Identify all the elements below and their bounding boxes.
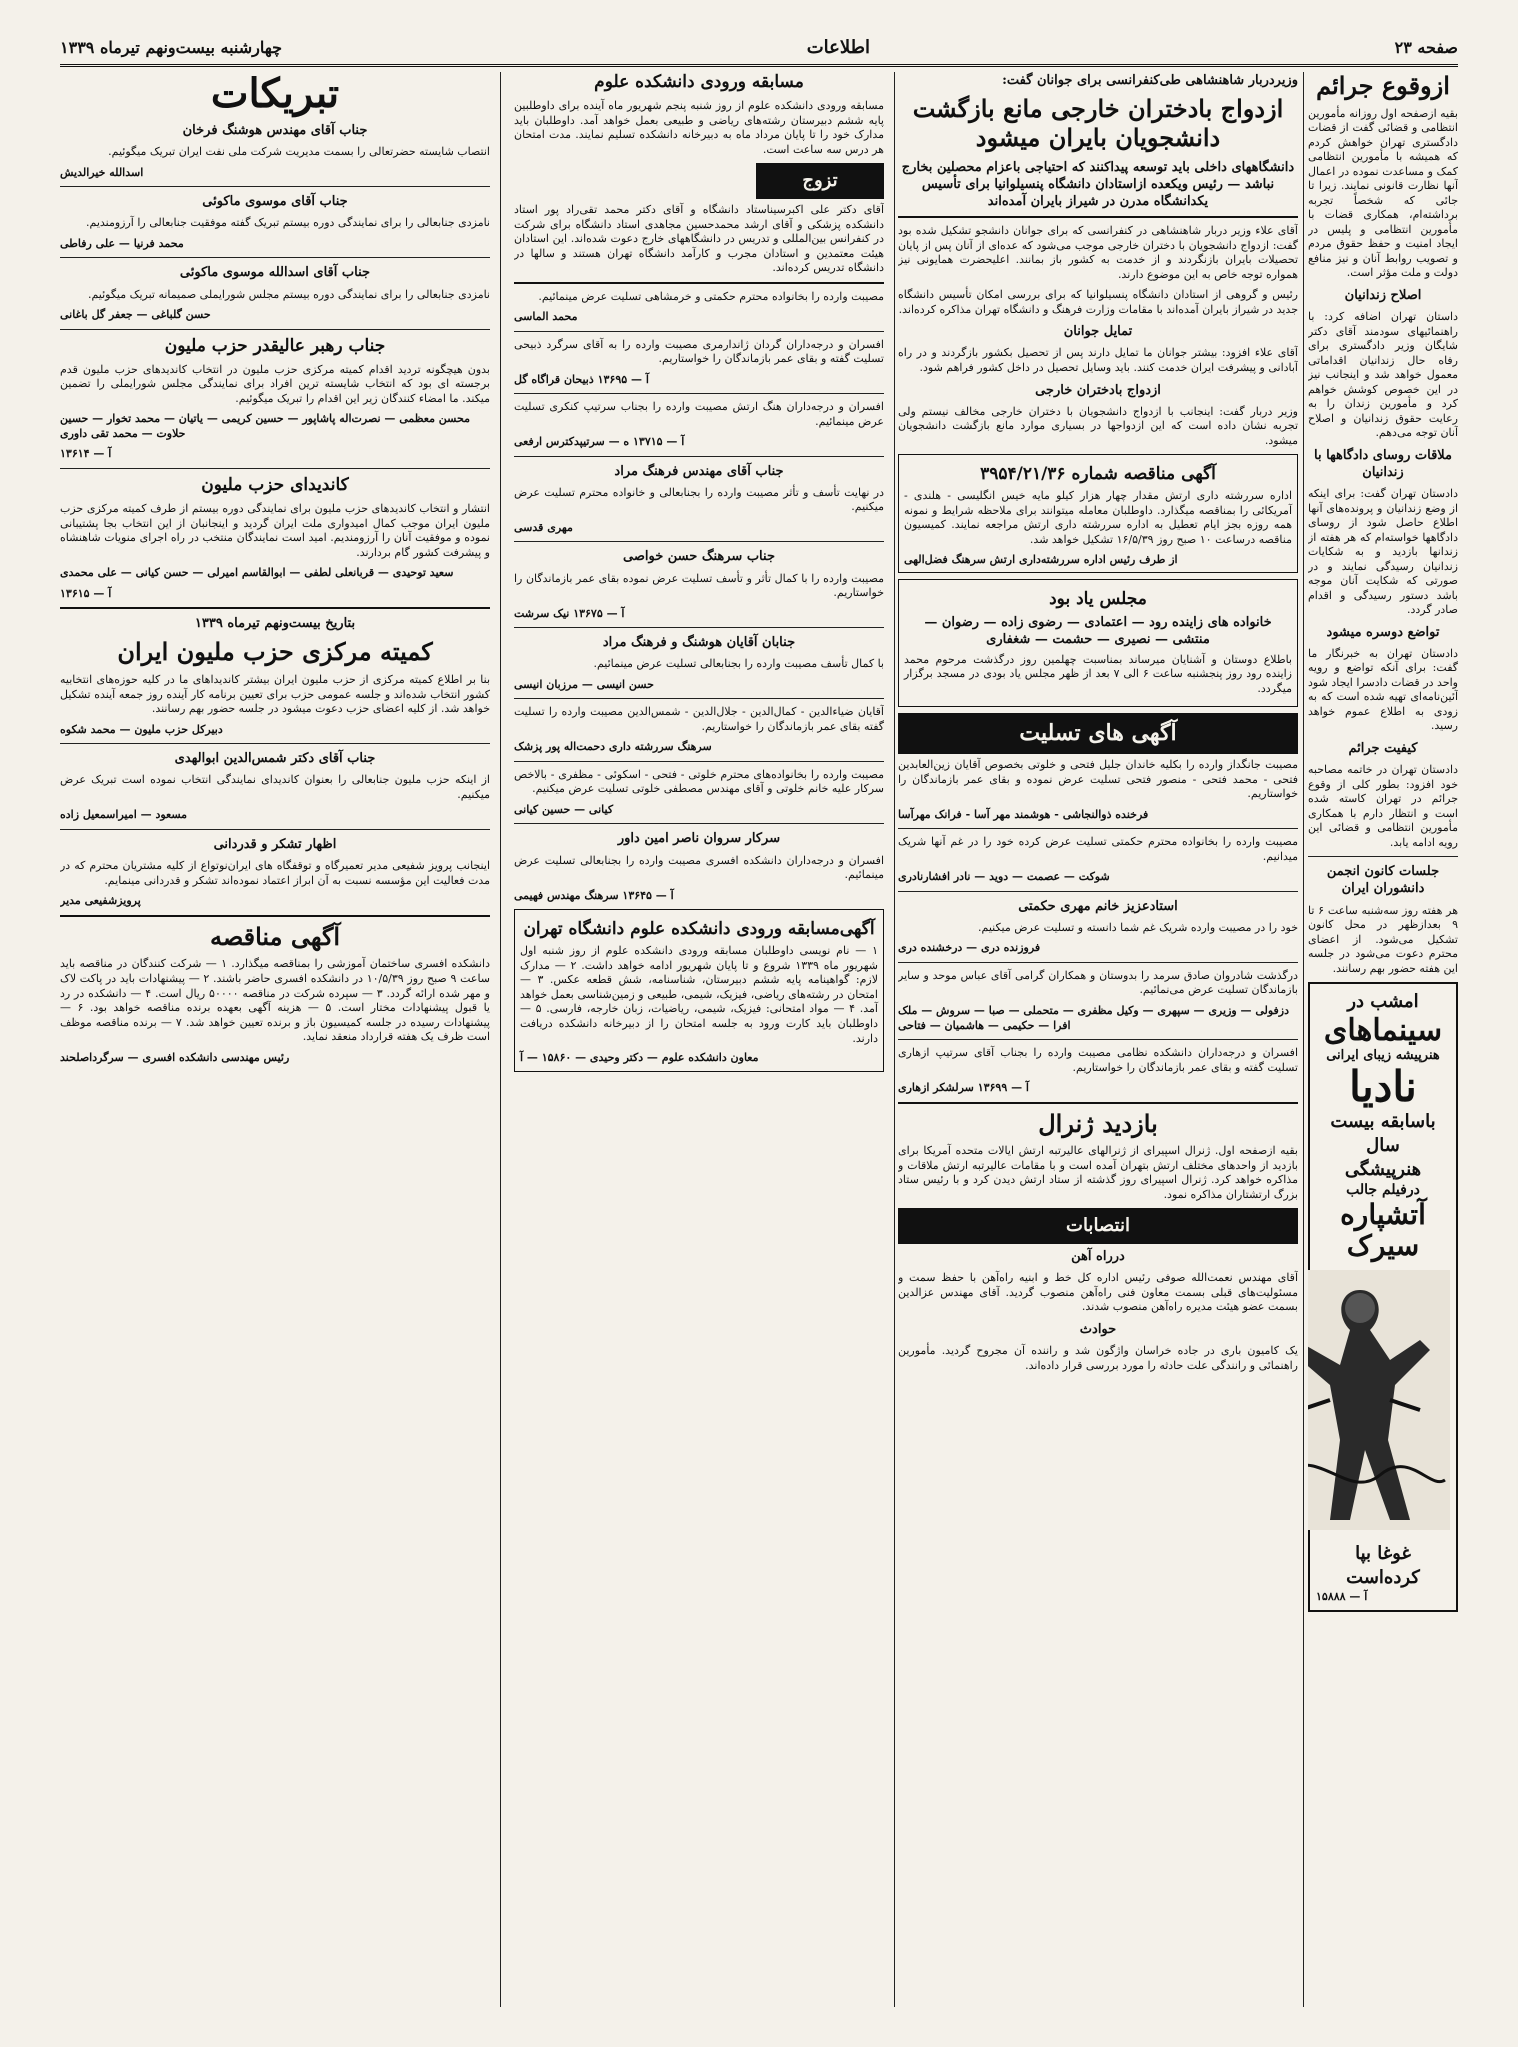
main-headline: ازدواج بادختران خارجی مانع بازگشت دانشجویان بایران میشود	[912, 94, 1284, 152]
condolence-a-signature: محمد الماسی	[514, 310, 578, 324]
candidates-signature: سعید توحیدی — قربانعلی لطفی — ابوالقاسم امیرلی — حسن کیانی — علی محمدی	[60, 566, 454, 580]
ad-code: آ — ۱۵۸۸۸	[1316, 1589, 1368, 1603]
thanks-signature: پرویزشفیعی مدیر	[60, 894, 141, 908]
doctor-congrats-title: جناب آقای دکتر شمس‌الدین ابوالهدی	[174, 751, 376, 767]
congrats-3-signature: حسن گلباغی — جعفر گل باغانی	[60, 308, 211, 322]
congrats-1-body: انتصاب شایسته حضرتعالی را بسمت مدیریت شرکت ملی نفت ایران تبریک میگوئیم.	[108, 145, 490, 159]
thanks-body: اینجانب پرویز شفیعی مدیر تعمیرگاه و توقفگاه های ایران‌نوتواع از کلیه مشتریان محترم که در مدت فعالیت این مؤسسه نسبت به آن ابراز اعتماد نموده‌اند تشکر و قدردانی مینمایم.	[60, 859, 490, 887]
tender-academy-signature: رئیس مهندسی دانشکده افسری — سرگرد‌اصلحند	[60, 1050, 290, 1064]
party-committee-title: کمیته مرکزی حزب ملیون ایران	[117, 637, 433, 667]
condolence-f-body: با کمال تأسف مصیبت وارده را بجنابعالی تسلیت عرض مینمائیم.	[593, 657, 884, 671]
ad-cinemas: سینماهای	[1323, 1012, 1443, 1048]
tender-army-signature: از طرف رئیس اداره سررشته‌داری ارتش سرهنگ فضل‌الهی	[904, 552, 1178, 566]
congrats-2-signature: محمد فرنیا — علی رفاطی	[60, 236, 184, 250]
condolence-2-body: مصیبت وارده را بخانواده محترم حکمتی تسلیت عرض کرده خود را در غم آنها شریک میدانیم.	[898, 835, 1298, 863]
condolence-e-title: جناب سرهنگ حسن خواصی	[623, 549, 775, 565]
crimes-sub-1: اصلاح زندانیان	[1344, 287, 1422, 303]
university-exam-title: آگهی‌مسابقه ورودی دانشکده علوم دانشگاه تهران	[523, 919, 875, 940]
crimes-body-5: دادستان تهران در خاتمه مصاحبه خود افزود: بطور کلی از وقوع جرائم در تهران کاسته شده است و انتظار دارم با همکاری مأمورین انتظامی و قضائی این رویه ادامه یابد.	[1308, 763, 1458, 849]
main-sub-1: تمایل جوانان	[1063, 324, 1133, 340]
divider	[514, 331, 884, 332]
main-body-3: آقای علاء افزود: بیشتر جوانان ما تمایل دارند پس از تحصیل بکشور بازگردند و در راه آبادانی و پیشرفت ایران خدمت کنند. باید وسایل تحصیل در داخل کشور فراهم شود.	[898, 346, 1298, 374]
column-1	[1308, 72, 1458, 2007]
condolence-f-title: جنابان آقایان هوشنگ و فرهنگ مراد	[602, 635, 796, 651]
condolence-3-body: خود را در مصیبت وارده شریک غم شما دانسته و تسلیت عرض میکنیم.	[978, 920, 1298, 934]
divider	[898, 216, 1298, 218]
appointments-banner: انتصابات	[898, 1208, 1298, 1244]
condolence-2-signature: شوکت — عصمت — دوید — نادر افشارنادری	[898, 870, 1110, 884]
ad-top: امشب در	[1347, 991, 1419, 1013]
condolence-h-body: مصیبت وارده را بخانواده‌های محترم خلوتی - فتحی - اسکوئی - مظفری - بالاخص سرکار علیه خانم خلوتی و آقای مهندس مصطفی خلوتی تسلیت عرض میکنیم.	[514, 767, 884, 796]
condolence-5-body: افسران و درجه‌داران دانشکده نظامی مصیبت وارده را بجناب آقای سرتیپ ازهاری تسلیت گفته و بقای عمر بازماندگان را خواستاریم.	[898, 1046, 1298, 1074]
science-exam-body: مسابقه ورودی دانشکده علوم از روز شنبه پنجم شهریور ماه آینده برای داوطلبین پایه ششم دبیرستان رشته‌های ریاضی و طبیعی بعمل خواهد آمد. داوطلبان باید مدارک خود را تا پایان مرداد ماه به دبیرخانه دانشکده تسلیم نمایند. مدت امتحان هر درس سه ساعت است.	[514, 99, 884, 156]
crimes-sub-3: تواضع دوسره میشود	[1326, 624, 1440, 640]
marriage-banner: تزوج	[756, 163, 884, 199]
condolence-1-signature: فرخنده ذوالنجاشی - هوشمند مهر آسا - فرانک مهرآسا	[898, 807, 1149, 821]
issue-date: چهارشنبه بیست‌ونهم تیرماه ۱۳۳۹	[60, 37, 282, 57]
condolence-i-body: افسران و درجه‌داران دانشکده افسری مصیبت وارده را بجنابعالی تسلیت عرض مینمائیم.	[514, 853, 884, 882]
ad-line-3: درفیلم جالب	[1346, 1182, 1420, 1199]
incidents-sub: حوادث	[1079, 1321, 1117, 1337]
crimes-body-3: دادستان تهران گفت: برای اینکه از وضع زندانیان و پرونده‌های آنها اطلاع حاصل شود از روسای دادگاهها خواسته‌ام که هر هفته از زندانها بازدید و به شکایات زندانیان رسیدگی نمایند و در صورتی که شکایت آنان موجه باشد دستور رسیدگی و اقدام صادر گردد.	[1308, 487, 1458, 617]
condolence-g-signature: سرهنگ سررشته داری دحمت‌اله پور پزشک	[514, 740, 712, 754]
condolence-d-title: جناب آقای مهندس فرهنگ مراد	[614, 463, 784, 479]
divider	[898, 962, 1298, 963]
science-exam-title: مسابقه ورودی دانشکده علوم	[594, 72, 804, 92]
railway-body: آقای مهندس نعمت‌الله صوفی رئیس اداره کل خط و ابنیه راه‌آهن با حفظ سمت و مسئولیت‌های قبلی بسمت معاون فنی راه‌آهن منصوب گردید. آقای مهندس عزالدین بسمت عضو هیئت مدیره راه‌آهن منصوب شدند.	[898, 1271, 1298, 1314]
university-exam-body: ۱ — نام نویسی داوطلبان مسابقه ورودی دانشکده علوم از روز شنبه اول شهریور ماه ۱۳۳۹ شروع و تا پایان شهریور ادامه خواهد داشت. ۲ — مدارک لازم: گواهینامه پایه ششم دبیرستان، شناسنامه، شش قطعه عکس. ۳ — امتحان در رشته‌های ریاضی، فیزیک، شیمی، طبیعی و زمین‌شناسی بعمل خواهد آمد. ۴ — مواد امتحانی: فیزیک، شیمی، ریاضیات، زبان خارجه، فارسی. ۵ — داوطلبان باید کارت ورود به جلسه امتحان را از دبیرخانه دانشکده دریافت دارند.	[520, 944, 879, 1045]
divider	[898, 828, 1298, 829]
congrats-4-title: جناب رهبر عالیقدر حزب ملیون	[164, 335, 386, 356]
condolence-d-signature: مهری قدسی	[514, 520, 573, 534]
general-visit-title: بازدید ژنرال	[1038, 1108, 1158, 1138]
condolence-b-body: افسران و درجه‌داران گردان ژاندارمری مصیبت وارده را به آقای سرگرد ذبیحی تسلیت گفته و بقای عمر بازماندگان را خواستاریم.	[514, 337, 884, 366]
congrats-4-signature: محسن معظمی — نصرت‌اله پاشاپور — حسین کریمی — یاتیان — محمد تخوار — حسین حلاوت — محمد تقی داوری	[60, 412, 470, 440]
ad-desc: هنرپیشه زیبای ایرانی	[1326, 1047, 1440, 1063]
condolence-4-signature: دزفولی — وزیری — سپهری — وکیل مظفری — متحملی — صبا — سروش — ملک افرا — حکیمی — هاشمیان — فتاحی	[898, 1004, 1290, 1032]
kicker: وزیردربار شاهنشاهی طی‌کنفرانسی برای جوانان گفت:	[1002, 73, 1298, 88]
congrats-3-body: نامزدی جنابعالی را برای نمایندگی دوره بیستم مجلس شورایملی صمیمانه تبریک میگوئیم.	[87, 287, 490, 301]
condolence-5-signature: آ — ۱۳۶۹۹ سرلشکر ازهاری	[898, 1081, 1029, 1095]
congrats-1-title: جناب آقای مهندس هوشنگ فرخان	[182, 123, 368, 138]
congratulations-heading: تبریکات	[210, 72, 340, 117]
congrats-2-body: نامزدی جنابعالی را برای نمایندگی دوره بیستم تبریک گفته موفقیت جنابعالی را آرزومندیم.	[86, 216, 490, 230]
memorial-families: خانواده های زاینده رود — اعتمادی — رضوی زاده — رضوان — منتشی — نصیری — حشمت — شغفاری	[924, 615, 1272, 648]
main-body-2: رئیس و گروهی از استادان دانشگاه پنسیلوانیا که برای بررسی امکان تأسیس دانشگاه جدید در شیراز بایران آمده‌اند با مقامات وزارت فرهنگ و دانشگاه تهران مذاکره کرده‌اند.	[898, 288, 1298, 316]
column-rule	[1303, 72, 1304, 2007]
candidates-title: کاندیدای حزب ملیون	[201, 474, 349, 495]
paper-name: اطلاعات	[806, 36, 870, 58]
condolence-i-title: سرکار سروان ناصر امین داور	[617, 831, 781, 847]
tender-academy-title: آگهی مناقصه	[209, 921, 341, 951]
condolence-e-signature: آ — ۱۳۶۷۵ نیک سرشت	[514, 606, 625, 620]
condolence-c-body: افسران و درجه‌داران هنگ ارتش مصیبت وارده را بجناب سرتیپ کنکری تسلیت عرض مینمائیم.	[514, 400, 884, 428]
divider	[514, 541, 884, 542]
condolence-3-title: استادعزیز خانم مهری حکمتی	[1018, 898, 1178, 914]
association-notice-title: جلسات کانون انجمن دانشوران ایران	[1326, 864, 1440, 897]
divider	[514, 823, 884, 824]
column-2	[898, 72, 1298, 2007]
party-committee-signature: دبیرکل حزب ملیون — محمد شکوه	[60, 722, 223, 736]
crimes-body-1: بقیه ازصفحه اول روزانه مأمورین انتظامی و قضائی گفت از قضات دادگستری تهران خواهش کردم که همیشه با مأمورین انتظامی کمک و مساعدت نموده در اعمال آنها نظارت قانونی نمایند. زیرا تا جائی که شخصاً تجربه برداشته‌ام، همکاری قضات با مأمورین انتظامی و پلیس در ایجاد امنیت و حفظ حقوق مردم و تصویب روابط آنان و نیز منافع دولت و ملت مؤثر است.	[1308, 106, 1458, 280]
ad-star: نادیا	[1349, 1062, 1417, 1112]
main-sub-2: ازدواج بادختران خارجی	[1035, 382, 1161, 398]
divider	[898, 891, 1298, 892]
column-4	[60, 72, 490, 2007]
condolence-f-signature: حسن انیسی — مرزبان انیسی	[514, 677, 654, 691]
condolence-d-body: در نهایت تأسف و تأثر مصیبت وارده را بجنابعالی و خانواده محترم تسلیت عرض میکنیم.	[514, 485, 884, 514]
incidents-body: یک کامیون باری در جاده خراسان واژگون شد و راننده آن مجروح گردید. مأمورین راهنمائی و رانندگی علت حادثه را مورد بررسی قرار داده‌اند.	[898, 1344, 1298, 1372]
candidates-code: آ — ۱۳۶۱۵	[60, 586, 112, 600]
column-rule	[894, 72, 895, 2007]
university-exam-notice	[514, 909, 884, 1071]
candidates-body: انتشار و انتخاب کاندیدهای حزب ملیون برای نمایندگی دوره بیستم از طرف کمیته مرکزی حزب ملیون ایران موجب کمال امیدواری ملت ایران گردید و اینجانبان از این انتخاب بجا پشتیبانی نموده و موفقیت آنان را آرزومندیم. امید است نمایندگان منتخب در راه اجرای منویات شاهنشاه و پیشرفت کشور گام بردارند.	[60, 502, 490, 559]
page-number: صفحه ۲۳	[1394, 37, 1458, 57]
divider	[514, 456, 884, 457]
divider	[60, 329, 490, 330]
congrats-3-title: جناب آقای اسدالله موسوی ماکوئی	[179, 265, 371, 281]
divider	[60, 607, 490, 609]
general-visit-body: بقیه ازصفحه اول. ژنرال اسپیرای از ژنرالهای عالیرتبه ارتش ایالات متحده آمریکا برای بازدید از واحدهای مختلف ارتش بتهران آمده است و با مقامات عالیرتبه ارتش ملاقات و مذاکره خواهد کرد. ژنرال اسپیرای روز گذشته از ستاد ارتش دیدن کرد و با رئیس ستاد بزرگ ارتشتاران مذاکره نمود.	[898, 1144, 1298, 1201]
cinema-advertisement	[1308, 982, 1458, 1612]
condolence-4-body: درگذشت شادروان صادق سرمد را بدوستان و همکاران گرامی آقای عباس موحد و سایر بازماندگان تسلیت عرض می‌نمائیم.	[898, 968, 1298, 997]
divider	[60, 186, 490, 187]
main-body-4: وزیر دربار گفت: اینجانب با ازدواج دانشجویان با دختران خارجی مخالف نیستم ولی تجربه نشان داده است که این ازدواجها در بسیاری موارد مانع بازگشت دانشجویان میشود.	[898, 404, 1298, 447]
column-rule	[500, 72, 501, 2007]
crimes-heading: ازوقوع جرائم	[1316, 72, 1450, 100]
divider	[60, 468, 490, 469]
university-exam-signature: معاون دانشکده علوم — دکتر وحیدی — ۱۵۸۶۰ — آ	[520, 1051, 759, 1065]
main-body-1: آقای علاء وزیر دربار شاهنشاهی در کنفرانسی که برای جوانان دانشجو تشکیل شده بود گفت: ازدواج دانشجویان با دختران خارجی موجب می‌شود که عده‌ای از آنان پس از پایان تحصیلات بایران بازنگردند و از خدمت به کشور باز بمانند. اعلیحضرت همایونی نیز همواره توجه خاص به این موضوع دارند.	[898, 224, 1298, 281]
congrats-2-title: جناب آقای موسوی ماکوئی	[202, 194, 348, 210]
divider	[514, 393, 884, 394]
marriage-body: آقای دکتر علی اکبرسیناستاد دانشگاه و آقای دکتر محمد تقی‌راد پور استاد دانشکده پزشکی و آقای ارشد محمدحسین مجاهدی استاد دانشگاه برای شرکت در کنفرانس بین‌المللی و تدریس در دانشگاههای خارج دعوت شده‌اند. این استادان هیئت معتمدین و استادان مجرب و کارآمد دانشگاه تهران هستند و سالها در دانشگاه تدریس کرده‌اند.	[514, 203, 884, 275]
divider	[898, 1102, 1298, 1104]
condolence-1-body: مصیبت جانگداز وارده را بکلیه خاندان جلیل فتحی و خلوتی بخصوص آقایان زین‌العابدین فتحی - محمد فتحی - منصور فتحی تسلیت عرض نموده و بقای عمر بازماندگان را خواستاریم.	[898, 758, 1298, 801]
condolence-a-body: مصیبت وارده را بخانواده محترم حکمتی و خرمشاهی تسلیت عرض مینمائیم.	[538, 289, 884, 303]
ad-bottom: غوغا بپا کرده‌است	[1346, 1543, 1420, 1588]
crimes-sub-4: کیفیت جرائم	[1348, 740, 1418, 756]
thanks-title: اظهار تشکر و قدردانی	[213, 836, 337, 852]
railway-sub: درراه آهن	[1071, 1249, 1125, 1265]
congrats-4-body: بدون هیچگونه تردید اقدام کمیته مرکزی حزب ملیون در انتخاب کاندیدهای حزب ملیون قدم برجسته ای بود که انتخاب شایسته ترین افراد برای نمایندگی مجلس شورایملی را تضمین میکند. ما امضاء کنندگان زیر این اقدام را تبریک میگوئیم.	[60, 362, 490, 405]
condolence-b-signature: آ — ۱۳۶۹۵ ذبیحان قراگاه گل	[514, 372, 649, 386]
main-subhead: دانشگاههای داخلی باید توسعه پیداکنند که احتیاجی باعزام محصلین بخارج نباشد — رئیس ویکعده ازاستادان دانشگاه پنسیلوانیا برای تأسیس یکدانشگاه مدرن در شیراز بایران آمده‌اند	[901, 159, 1295, 210]
divider	[60, 915, 490, 917]
divider	[514, 761, 884, 762]
divider	[514, 282, 884, 284]
crimes-sub-2: ملاقات روسای دادگاهها با زندانیان	[1313, 447, 1453, 480]
crimes-body-4: دادستان تهران به خبرنگار ما گفت: برای آنکه تواضع و رویه واحد در قضات دادسرا ایجاد شود آئین‌نامه‌ای تهیه شده است که به زودی به اطلاع عموم خواهد رسید.	[1308, 646, 1458, 733]
doctor-congrats-body: از اینکه حزب ملیون جنابعالی را بعنوان کاندیدای نمایندگی انتخاب نموده است تبریک عرض میکنیم.	[60, 773, 490, 801]
divider	[898, 1039, 1298, 1040]
divider	[514, 698, 884, 699]
tender-army-title: آگهی مناقصه شماره ۳۹۵۴/۲۱/۳۶	[980, 464, 1216, 485]
ad-line-1: باسابقه بیست سال	[1330, 1111, 1436, 1156]
congrats-1-signature: اسدالله خیرالدیش	[60, 165, 144, 179]
ad-film-title: آتشپاره سیرک	[1340, 1197, 1426, 1262]
condolence-3-signature: فروزنده دری — درخشنده دری	[898, 941, 1041, 955]
tender-army-body: اداره سررشته داری ارتش مقدار چهار هزار کیلو مایه خیس انگلیسی - هلندی - آمریکائی را بمناقصه میگذارد. داوطلبان معامله میتوانند برای ملاحظه شرایط و نمونه همه روزه بجز ایام تعطیل به اداره سررشته داری ارتش مراجعه نمایند. کمیسیون مناقصه درساعت ۱۰ صبح روز ۱۶/۵/۳۹ تشکیل خواهد شد.	[904, 489, 1292, 546]
tender-academy-body: دانشکده افسری ساختمان آموزشی را بمناقصه میگذارد. ۱ — شرکت کنندگان در مناقصه باید ساعت ۹ صبح روز ۱۰/۵/۳۹ در دانشکده افسری حاضر باشند. ۲ — پیشنهادات باید در پاکت لاک و مهر شده ارائه گردد. ۳ — سپرده شرکت در مناقصه ۵۰۰۰۰ ریال است. ۴ — دانشکده در رد یا قبول پیشنهادات مختار است. ۵ — هزینه آگهی بعهده برنده مناقصه خواهد بود. ۶ — پیشنهادات رسیده در جلسه کمیسیون باز و برنده تعیین خواهد شد. ۷ — برنده مناقصه موظف است ظرف یک هفته قرارداد منعقد نماید.	[60, 957, 490, 1044]
condolence-section-banner: آگهی های تسلیت	[898, 713, 1298, 754]
ad-line-2: هنرپیشگی	[1344, 1158, 1422, 1180]
circus-performer-illustration	[1308, 1270, 1450, 1530]
doctor-congrats-signature: مسعود — امیراسمعیل زاده	[60, 808, 188, 822]
party-committee-body: بنا بر اطلاع کمیته مرکزی از حزب ملیون ایران بیشتر کاندیداهای ما در کلیه حوزه‌های انتخابیه کشور انتخاب شده‌اند و جلسه عمومی حزب برای تعیین برنامه کار آینده روز جمعه آینده تشکیل خواهد شد. از کلیه اعضای حزب دعوت میشود در جلسه حضور بهم رسانند.	[60, 673, 490, 716]
memorial-body: باطلاع دوستان و آشنایان میرساند بمناسبت چهلمین روز درگذشت مرحوم محمد زاینده رود روز پنجشنبه ساعت ۶ الی ۷ بعد از ظهر مجلس یاد بودی در مسجد برگزار میگردد.	[904, 652, 1292, 695]
divider	[60, 257, 490, 258]
condolence-g-body: آقایان ضیاءالدین - کمال‌الدین - جلال‌الدین - شمس‌الدین مصیبت وارده را تسلیت گفته بقای عمر بازماندگان را خواستاریم.	[514, 705, 884, 733]
condolence-c-signature: آ — ۱۳۷۱۵ ه — سرتیپدکترس ارفعی	[514, 435, 685, 449]
divider	[1308, 856, 1458, 857]
divider	[514, 627, 884, 628]
memorial-title: مجلس یاد بود	[1049, 589, 1147, 610]
association-notice-body: هر هفته روز سه‌شنبه ساعت ۶ تا ۹ بعدازظهر در محل کانون تشکیل می‌شود. از اعضای محترم دعوت می‌شود در جلسه این هفته حضور بهم رسانند.	[1308, 903, 1458, 975]
congrats-4-code: آ — ۱۳۶۱۴	[60, 447, 112, 461]
column-3	[514, 72, 884, 2007]
condolence-i-signature: آ — ۱۳۶۴۵ سرهنگ مهندس فهیمی	[514, 888, 674, 902]
masthead	[60, 30, 1458, 67]
condolence-e-body: مصیبت وارده را با کمال تأثر و تأسف تسلیت عرض نموده بقای عمر بازماندگان را خواستاریم.	[514, 571, 884, 600]
tender-notice-army	[898, 454, 1298, 573]
condolence-h-signature: کیانی — حسین کیانی	[514, 802, 614, 816]
divider	[60, 829, 490, 830]
divider	[60, 743, 490, 744]
memorial-notice	[898, 579, 1298, 707]
crimes-body-2: داستان تهران اضافه کرد: با راهنمائیهای سودمند آقای دکتر شایگان وزیر دادگستری برای رفاه حال زندانیان اقداماتی معمول خواهد شد و اینجانب نیز در این خصوص کوشش خواهم کرد و مأمورین زندان را به رعایت حقوق زندانیان و اصلاح آنان توجه می‌دهم.	[1308, 310, 1458, 440]
party-date: بتاریخ بیست‌ونهم تیرماه ۱۳۳۹	[194, 616, 356, 632]
